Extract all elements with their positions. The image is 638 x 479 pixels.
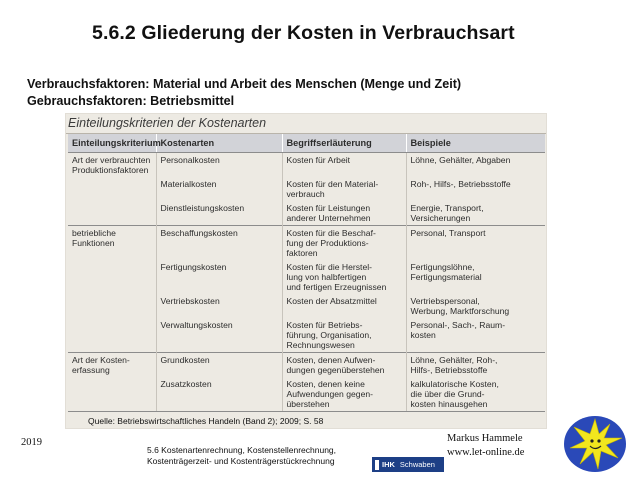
author-block xyxy=(447,432,524,460)
ihk-logo-text: IHK xyxy=(382,460,395,469)
table-row xyxy=(68,377,545,412)
beispiele-cell: Roh-, Hilfs-, Betriebsstoffe xyxy=(406,177,545,201)
table-header-row xyxy=(68,134,545,153)
kostenart-cell: Materialkosten xyxy=(156,177,282,201)
beispiele-cell: Vertriebspersonal, Werbung, Marktforschung xyxy=(406,294,545,318)
erlaeuterung-cell: Kosten für den Material- verbrauch xyxy=(282,177,406,201)
criterion-cell xyxy=(68,201,156,226)
criterion-cell xyxy=(68,294,156,318)
criterion-cell xyxy=(68,318,156,353)
header-einteilungskriterium: Einteilungskriterium xyxy=(68,134,156,153)
slide-title: 5.6.2 Gliederung der Kosten in Verbrauchsart xyxy=(92,22,515,44)
table-row xyxy=(68,226,545,261)
erlaeuterung-cell: Kosten, denen Aufwen- dungen gegenüberstehen xyxy=(282,353,406,378)
beispiele-cell: kalkulatorische Kosten, die über die Grund- kosten hinausgehen xyxy=(406,377,545,412)
erlaeuterung-cell: Kosten für Betriebs- führung, Organisation, Rechnungswesen xyxy=(282,318,406,353)
criterion-cell: Art der verbrauchten Produktionsfaktoren xyxy=(68,153,156,178)
erlaeuterung-cell: Kosten für Leistungen anderer Unternehmen xyxy=(282,201,406,226)
footer-topic xyxy=(147,445,336,467)
table-row xyxy=(68,177,545,201)
criterion-cell: Art der Kosten- erfassung xyxy=(68,353,156,378)
footer-topic-line-2: Kostenträgerzeit- und Kostenträgerstückrechnung xyxy=(147,456,335,466)
table-row xyxy=(68,260,545,294)
kostenart-cell: Beschaffungskosten xyxy=(156,226,282,261)
header-beispiele: Beispiele xyxy=(406,134,545,153)
author-website: www.let-online.de xyxy=(447,447,525,458)
kostenart-cell: Personalkosten xyxy=(156,153,282,178)
beispiele-cell: Energie, Transport, Versicherungen xyxy=(406,201,545,226)
ihk-logo-mark xyxy=(375,460,379,470)
erlaeuterung-cell: Kosten für die Herstel- lung von halbfertigen und fertigen Erzeugnissen xyxy=(282,260,406,294)
scan-title: Einteilungskriterien der Kostenarten xyxy=(68,116,267,130)
erlaeuterung-cell: Kosten für Arbeit xyxy=(282,153,406,178)
beispiele-cell: Fertigungslöhne, Fertigungsmaterial xyxy=(406,260,545,294)
subheading-verbrauchsfaktoren: Verbrauchsfaktoren: Material und Arbeit des Menschen (Menge und Zeit) xyxy=(27,77,462,91)
kostenart-cell: Dienstleistungskosten xyxy=(156,201,282,226)
beispiele-cell: Personal, Transport xyxy=(406,226,545,261)
beispiele-cell: Löhne, Gehälter, Roh-, Hilfs-, Betriebsstoffe xyxy=(406,353,545,378)
sun-mascot-logo xyxy=(562,414,628,474)
criterion-cell xyxy=(68,177,156,201)
subheading-gebrauchsfaktoren: Gebrauchsfaktoren: Betriebsmittel xyxy=(27,94,235,108)
kostenart-cell: Fertigungskosten xyxy=(156,260,282,294)
criterion-cell xyxy=(68,260,156,294)
header-begriffserlaeuterung: Begriffserläuterung xyxy=(282,134,406,153)
table-row xyxy=(68,294,545,318)
table-row xyxy=(68,318,545,353)
kostenart-cell: Grundkosten xyxy=(156,353,282,378)
table-row xyxy=(68,201,545,226)
source-citation: Quelle: Betriebswirtschaftliches Handeln (Band 2); 2009; S. 58 xyxy=(88,416,324,426)
ihk-schwaben-logo xyxy=(372,457,444,472)
ihk-logo-region: Schwaben xyxy=(399,460,435,469)
beispiele-cell: Personal-, Sach-, Raum- kosten xyxy=(406,318,545,353)
erlaeuterung-cell: Kosten der Absatzmittel xyxy=(282,294,406,318)
kostenart-cell: Verwaltungskosten xyxy=(156,318,282,353)
erlaeuterung-cell: Kosten für die Beschaf- fung der Produktions- faktoren xyxy=(282,226,406,261)
sun-logo-eye-right xyxy=(597,439,600,442)
author-name: Markus Hammele xyxy=(447,433,523,444)
kostenarten-table xyxy=(68,134,545,412)
kostenart-cell: Zusatzkosten xyxy=(156,377,282,412)
header-kostenarten: Kostenarten xyxy=(156,134,282,153)
kostenart-cell: Vertriebskosten xyxy=(156,294,282,318)
erlaeuterung-cell: Kosten, denen keine Aufwendungen gegen- überstehen xyxy=(282,377,406,412)
table-body xyxy=(68,153,545,412)
criterion-cell: betriebliche Funktionen xyxy=(68,226,156,261)
table-row xyxy=(68,353,545,378)
criterion-cell xyxy=(68,377,156,412)
footer-topic-line-1: 5.6 Kostenartenrechnung, Kostenstellenrechnung, xyxy=(147,445,337,455)
footer-year: 2019 xyxy=(21,437,42,448)
table-row xyxy=(68,153,545,178)
sun-logo-eye-left xyxy=(590,439,593,442)
beispiele-cell: Löhne, Gehälter, Abgaben xyxy=(406,153,545,178)
